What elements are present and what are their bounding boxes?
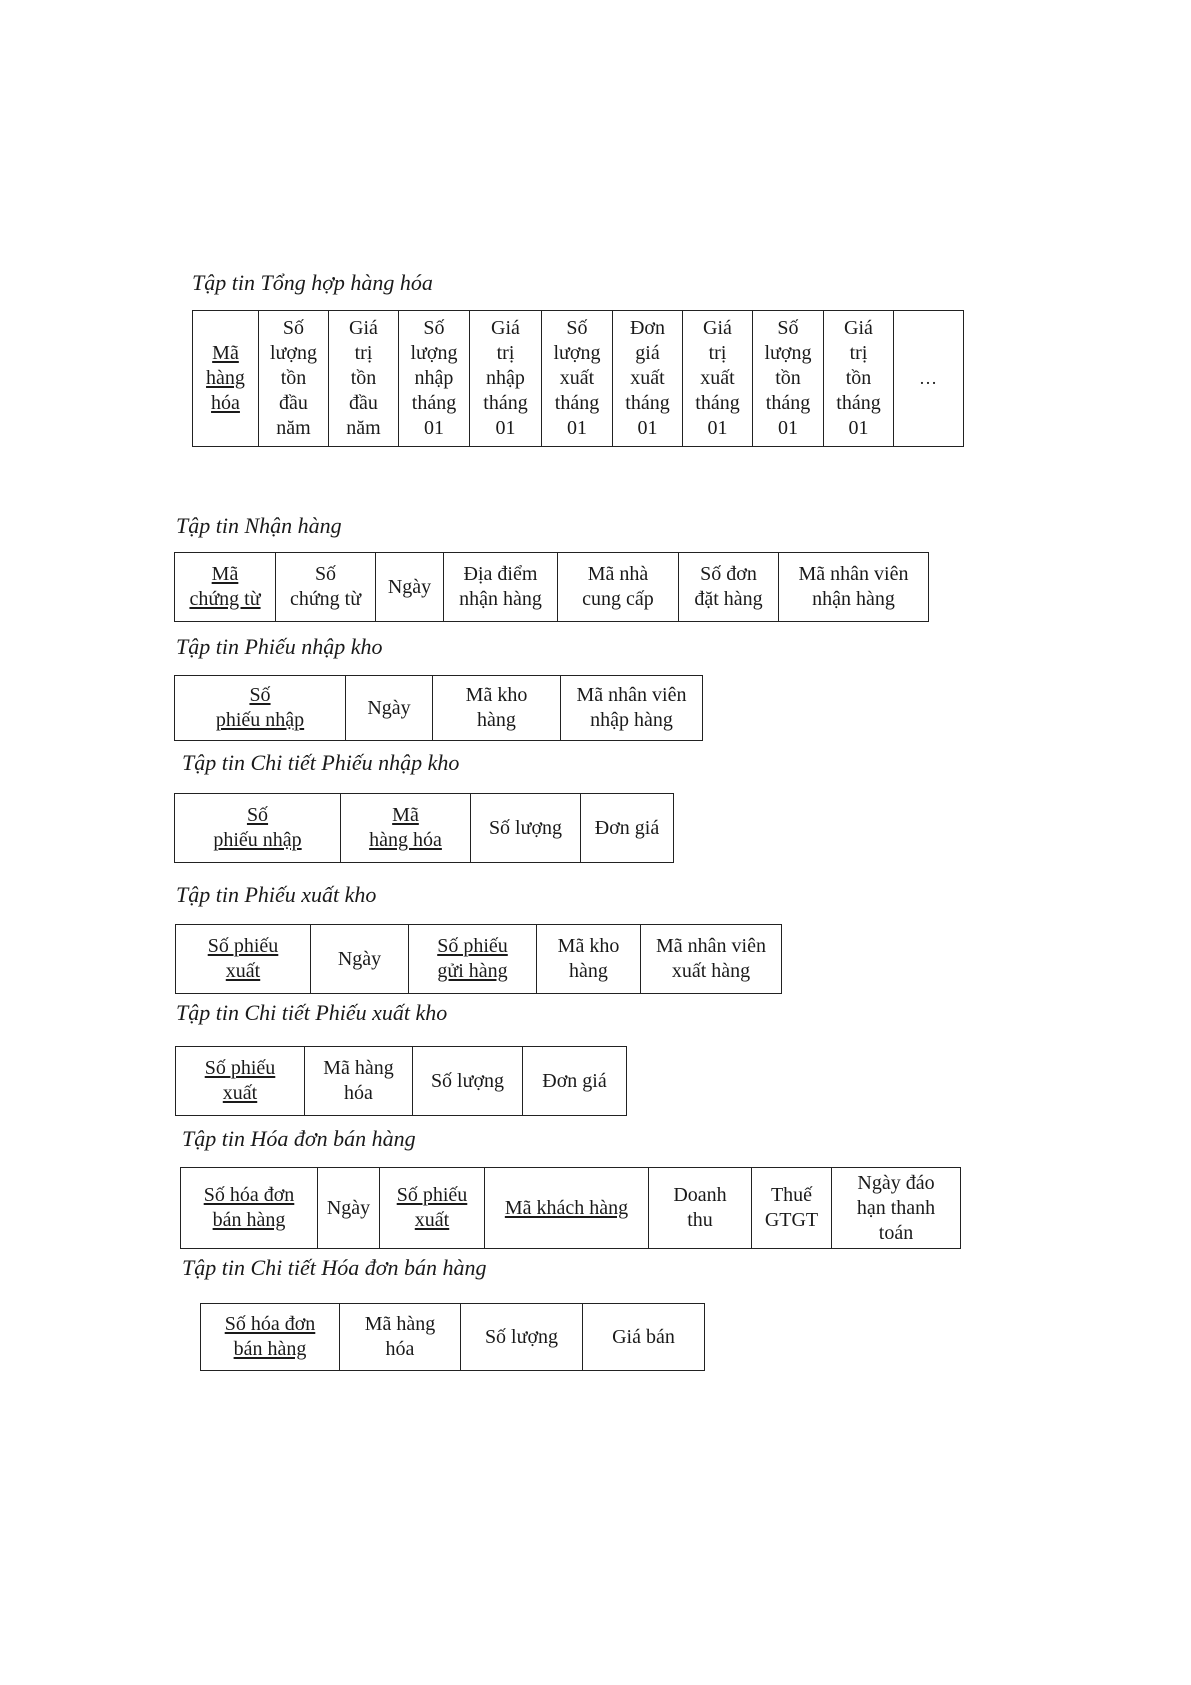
record-structure-table bbox=[175, 924, 782, 994]
field-name: Địa điểm nhận hàng bbox=[459, 563, 542, 610]
field-cell bbox=[583, 1304, 705, 1371]
field-cell bbox=[558, 553, 679, 622]
field-cell bbox=[444, 553, 558, 622]
file-title: Tập tin Chi tiết Phiếu nhập kho bbox=[182, 750, 460, 775]
field-name: Ngày bbox=[326, 1196, 371, 1219]
key-field-cell bbox=[176, 925, 311, 994]
key-field-name: Số phiếu xuất bbox=[207, 935, 279, 982]
record-structure-table bbox=[192, 310, 964, 447]
key-field-cell bbox=[175, 553, 276, 622]
key-field-name: Số phiếu nhập bbox=[213, 804, 302, 851]
field-cell bbox=[752, 1168, 832, 1249]
field-name: Giá trị nhập tháng 01 bbox=[483, 317, 528, 439]
field-cell bbox=[683, 311, 753, 447]
field-cell bbox=[259, 311, 329, 447]
key-field-name: Số hóa đơn bán hàng bbox=[224, 1313, 316, 1360]
field-name: Số lượng bbox=[484, 1325, 559, 1348]
field-name: Giá bán bbox=[612, 1325, 675, 1348]
field-name: Mã kho hàng bbox=[557, 935, 620, 982]
field-row bbox=[176, 925, 782, 994]
field-name: Số lượng tồn tháng 01 bbox=[764, 317, 812, 439]
record-structure-table bbox=[175, 1046, 627, 1116]
field-cell bbox=[470, 311, 542, 447]
field-cell bbox=[413, 1047, 523, 1116]
key-field-name: Mã hàng hóa bbox=[206, 342, 245, 414]
key-field-cell bbox=[193, 311, 259, 447]
field-name: Mã nhân viên nhận hàng bbox=[798, 563, 909, 610]
file-title: Tập tin Tổng hợp hàng hóa bbox=[192, 270, 433, 295]
field-name: Giá trị tồn đầu năm bbox=[346, 317, 381, 439]
field-name: Mã hàng hóa bbox=[364, 1313, 436, 1360]
field-cell bbox=[561, 676, 703, 741]
field-cell bbox=[461, 1304, 583, 1371]
key-field-name: Mã hàng hóa bbox=[369, 804, 442, 851]
field-name: Mã kho hàng bbox=[465, 684, 528, 731]
field-name: Mã hàng hóa bbox=[323, 1057, 394, 1104]
record-structure-table bbox=[174, 552, 929, 622]
field-name: Ngày bbox=[387, 575, 432, 598]
field-cell bbox=[318, 1168, 380, 1249]
field-cell bbox=[753, 311, 824, 447]
field-name: Số lượng bbox=[488, 816, 563, 839]
field-name: Đơn giá bbox=[594, 816, 660, 839]
field-row bbox=[175, 676, 703, 741]
field-cell bbox=[649, 1168, 752, 1249]
field-cell bbox=[433, 676, 561, 741]
field-cell bbox=[824, 311, 894, 447]
field-name: … bbox=[919, 368, 938, 388]
field-name: Mã nhà cung cấp bbox=[582, 563, 654, 610]
file-title: Tập tin Hóa đơn bán hàng bbox=[182, 1126, 416, 1151]
field-name: Ngày bbox=[337, 947, 382, 970]
key-field-cell bbox=[176, 1047, 305, 1116]
key-field-cell bbox=[201, 1304, 340, 1371]
key-field-name: Mã khách hàng bbox=[504, 1196, 629, 1219]
field-name: Số lượng nhập tháng 01 bbox=[410, 317, 458, 439]
record-structure-table bbox=[174, 675, 703, 741]
field-cell bbox=[305, 1047, 413, 1116]
field-name: Số đơn đặt hàng bbox=[694, 563, 763, 610]
key-field-name: Số hóa đơn bán hàng bbox=[203, 1184, 295, 1231]
key-field-cell bbox=[181, 1168, 318, 1249]
field-name: Doanh thu bbox=[673, 1184, 727, 1231]
field-cell bbox=[340, 1304, 461, 1371]
record-structure-table bbox=[200, 1303, 705, 1371]
field-row bbox=[175, 794, 674, 863]
file-title: Tập tin Nhận hàng bbox=[176, 513, 342, 538]
file-title: Tập tin Phiếu xuất kho bbox=[176, 882, 377, 907]
field-cell bbox=[894, 311, 964, 447]
field-cell bbox=[537, 925, 641, 994]
field-cell bbox=[311, 925, 409, 994]
field-name: Ngày đáo hạn thanh toán bbox=[856, 1171, 936, 1244]
field-name: Đơn giá xuất tháng 01 bbox=[625, 317, 670, 439]
field-cell bbox=[346, 676, 433, 741]
field-name: Mã nhân viên nhập hàng bbox=[576, 684, 687, 731]
record-structure-table bbox=[180, 1167, 961, 1249]
key-field-cell bbox=[175, 794, 341, 863]
field-row bbox=[176, 1047, 627, 1116]
field-cell bbox=[581, 794, 674, 863]
field-cell bbox=[376, 553, 444, 622]
field-row bbox=[175, 553, 929, 622]
field-cell bbox=[471, 794, 581, 863]
field-cell bbox=[329, 311, 399, 447]
field-name: Số lượng bbox=[430, 1069, 505, 1092]
file-title: Tập tin Chi tiết Phiếu xuất kho bbox=[176, 1000, 448, 1025]
field-name: Ngày bbox=[367, 696, 411, 719]
field-cell bbox=[399, 311, 470, 447]
field-cell bbox=[523, 1047, 627, 1116]
field-name: Mã nhân viên xuất hàng bbox=[656, 935, 766, 982]
key-field-cell bbox=[175, 676, 346, 741]
field-name: Số lượng tồn đầu năm bbox=[270, 317, 317, 439]
field-row bbox=[201, 1304, 705, 1371]
key-field-name: Số phiếu gửi hàng bbox=[437, 935, 508, 982]
field-cell bbox=[779, 553, 929, 622]
field-cell bbox=[641, 925, 782, 994]
key-field-name: Số phiếu xuất bbox=[396, 1184, 468, 1231]
key-field-cell bbox=[380, 1168, 485, 1249]
field-cell bbox=[832, 1168, 961, 1249]
key-field-cell bbox=[341, 794, 471, 863]
key-field-cell bbox=[485, 1168, 649, 1249]
field-name: Giá trị xuất tháng 01 bbox=[695, 317, 740, 439]
field-name: Số chứng từ bbox=[289, 563, 362, 610]
field-name: Đơn giá bbox=[542, 1069, 607, 1092]
field-row bbox=[193, 311, 964, 447]
field-name: Số lượng xuất tháng 01 bbox=[553, 317, 601, 439]
key-field-name: Số phiếu xuất bbox=[204, 1057, 276, 1104]
file-title: Tập tin Chi tiết Hóa đơn bán hàng bbox=[182, 1255, 487, 1280]
field-cell bbox=[276, 553, 376, 622]
key-field-cell bbox=[409, 925, 537, 994]
field-row bbox=[181, 1168, 961, 1249]
field-cell bbox=[542, 311, 613, 447]
record-structure-table bbox=[174, 793, 674, 863]
field-name: Giá trị tồn tháng 01 bbox=[836, 317, 881, 439]
file-title: Tập tin Phiếu nhập kho bbox=[176, 634, 383, 659]
key-field-name: Số phiếu nhập bbox=[215, 684, 305, 731]
field-cell bbox=[679, 553, 779, 622]
field-name: Thuế GTGT bbox=[764, 1184, 819, 1231]
field-cell bbox=[613, 311, 683, 447]
key-field-name: Mã chứng từ bbox=[189, 563, 261, 610]
